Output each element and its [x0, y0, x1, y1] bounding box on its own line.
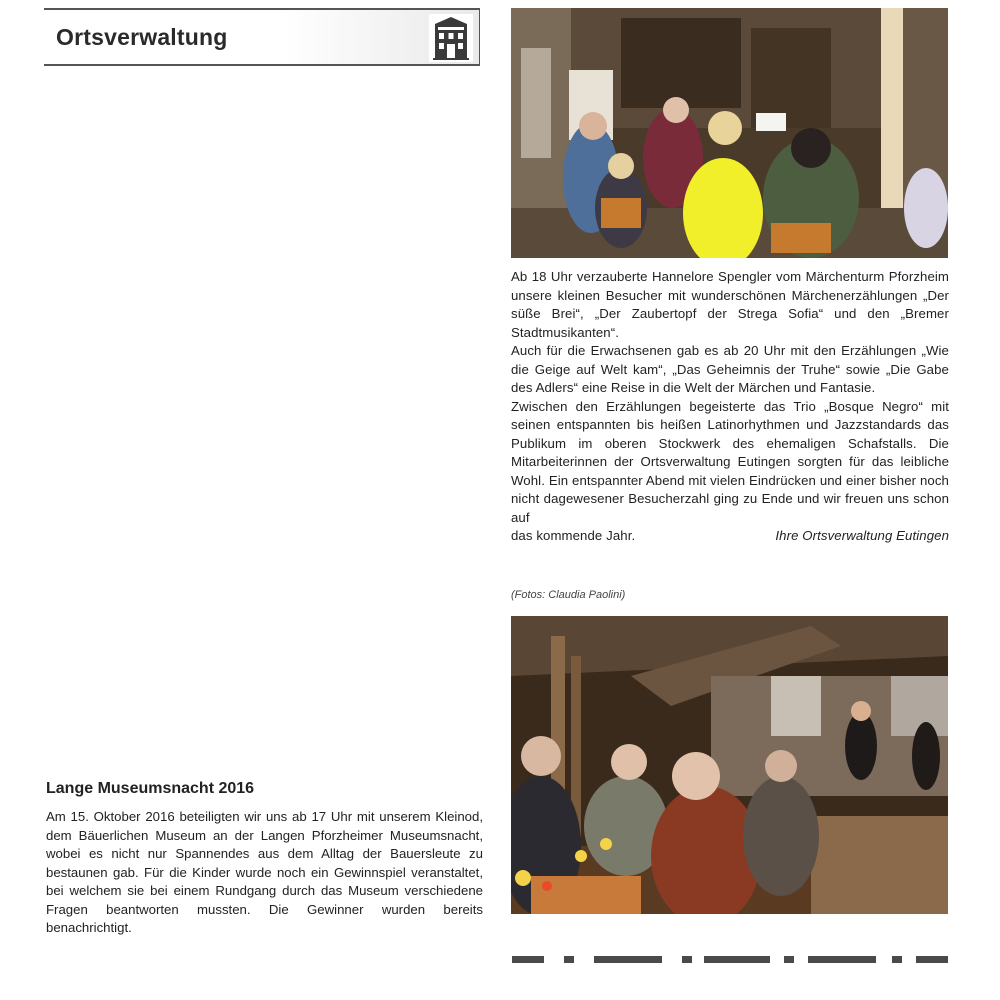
article-title: Lange Museumsnacht 2016	[46, 780, 255, 797]
photo-caption	[511, 268, 949, 546]
section-title: Ortsverwaltung	[56, 24, 228, 50]
section-header	[44, 8, 480, 66]
caption-last-line: das kommende Jahr.	[511, 528, 636, 543]
caption-paragraph: Ab 18 Uhr verzauberte Hannelore Spengler vom Märchenturm Pforzheim unsere kleinen Besucher mit wunderschönen Märchenerzählungen „Der süße Brei“, „Der Zaubertopf der Strega Sofia“ und den „Bremer Stadtmusikanten“.	[511, 269, 949, 340]
caption-paragraph: Zwischen den Erzählungen begeisterte das Trio „Bosque Negro“ mit seinen entspannten bis heißen Latinorhythmen und Jazzstandards das Publikum im oberen Stockwerk des ehemaligen Schafstalls. Die Mitarbeiterinnen der Ortsverwaltung Eutingen sorgten für das leibliche Wohl. Ein entspannter Abend mit vielen Eindrücken und einer bisher noch nicht dagewesener Besucherzahl ging zu Ende und wir freuen uns schon auf	[511, 398, 949, 525]
caption-paragraph: Auch für die Erwachsenen gab es ab 20 Uhr mit den Erzählungen „Wie die Geige auf Welt kam“, „Das Geheimnis der Truhe“ sowie „Die Gabe des Adlers“ eine Reise in die Welt der Märchen und Fantasie.	[511, 343, 949, 395]
photo-credit: (Fotos: Claudia Paolini)	[511, 589, 626, 601]
photo-storytelling	[511, 8, 948, 258]
town-hall-icon	[429, 14, 473, 62]
photo-museum-night	[511, 616, 948, 914]
article-body: Am 15. Oktober 2016 beteiligten wir uns ab 17 Uhr mit unserem Kleinod, dem Bäuerlichen Museum an der Langen Pforzheimer Museumsnacht, wobei es nicht nur Spannendes aus dem Alltag der Bauersleute zu bestaunen gab. Für die Kinder wurde noch ein Gewinnspiel veranstaltet, bei welchem sie bei einem Rundgang durch das Museum verschiedene Fragen beantworten mussten. Die Gewinner wurden bereits benachrichtigt.	[46, 809, 483, 935]
signature: Ihre Ortsverwaltung Eutingen	[775, 528, 949, 543]
section-divider	[512, 956, 948, 964]
signature-line	[511, 527, 949, 546]
